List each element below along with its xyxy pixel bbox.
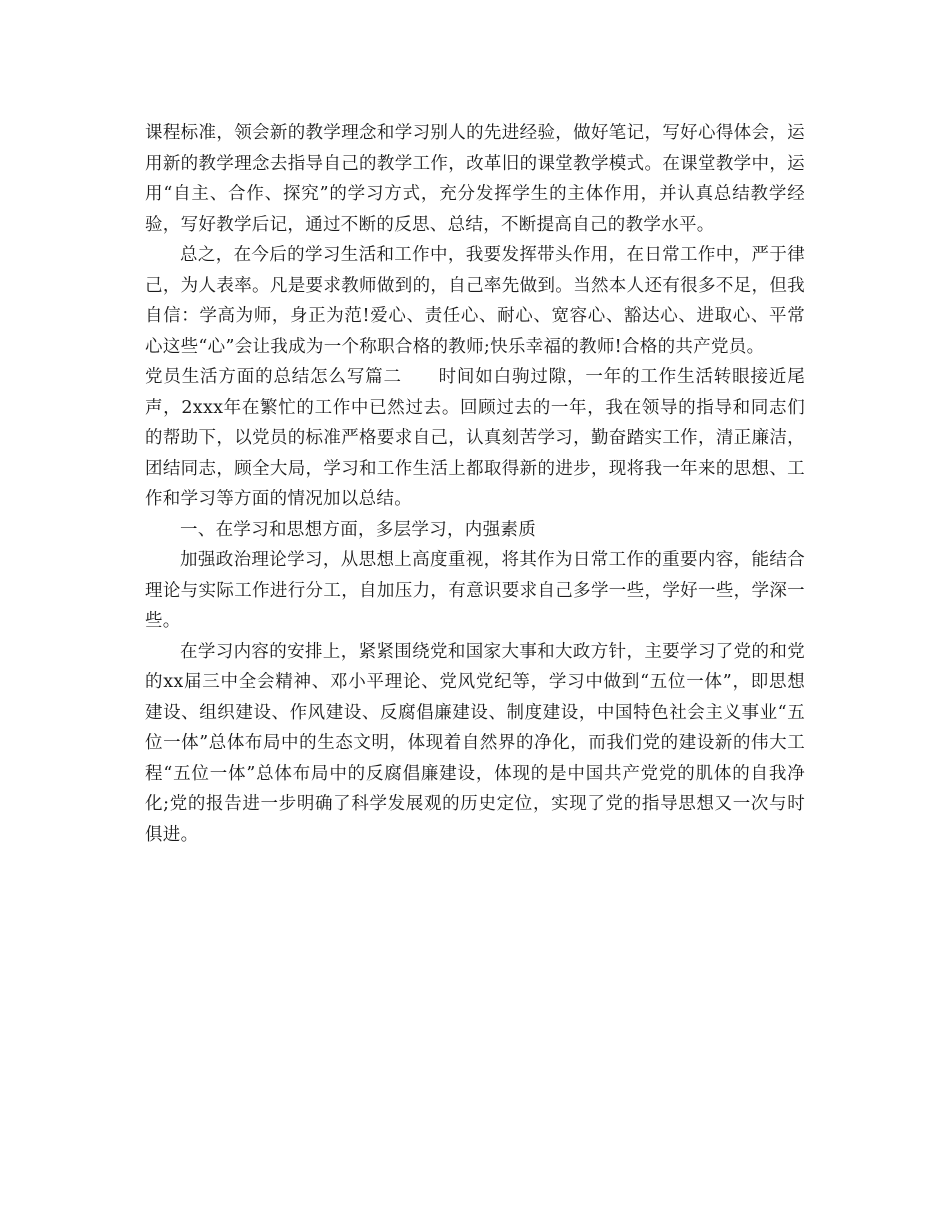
paragraph-4-heading: 一、在学习和思想方面，多层学习，内强素质	[180, 519, 536, 540]
paragraph-6: 在学习内容的安排上，紧紧围绕党和国家大事和大政方针，主要学习了党的和党的xx届三中全会精神、邓小平理论、党风党纪等，学习中做到“五位一体”，即思想建设、组织建设、作风建设、反腐倡廉建设、制度建设，中国特色社会主义事业“五位一体”总体布局中的生态文明，体现着自然界的净化，而我们党的建设新的伟大工程“五位一体”总体布局中的反腐倡廉建设，体现的是中国共产党党的肌体的自我净化;党的报告进一步明确了科学发展观的历史定位，实现了党的指导思想又一次与时俱进。	[145, 641, 805, 845]
paragraph-2: 总之，在今后的学习生活和工作中，我要发挥带头作用，在日常工作中，严于律己，为人表率。凡是要求教师做到的，自己率先做到。当然本人还有很多不足，但我自信：学高为师，身正为范!爱心、责任心、耐心、宽容心、豁达心、进取心、平常心这些“心”会让我成为一个称职合格的教师;快乐幸福的教师!合格的共产党员。	[145, 245, 805, 357]
paragraph-3-section-title: 党员生活方面的总结怎么写篇二 时间如白驹过隙，一年的工作生活转眼接近尾声，2xxx年在繁忙的工作中已然过去。回顾过去的一年，我在领导的指导和同志们的帮助下，以党员的标准严格要求自己，认真刻苦学习，勤奋踏实工作，清正廉洁，团结同志，顾全大局，学习和工作生活上都取得新的进步，现将我一年来的思想、工作和学习等方面的情况加以总结。	[145, 367, 805, 509]
paragraph-1: 课程标准，领会新的教学理念和学习别人的先进经验，做好笔记，写好心得体会，运用新的教学理念去指导自己的教学工作，改革旧的课堂教学模式。在课堂教学中，运用“自主、合作、探究”的学习方式，充分发挥学生的主体作用，并认真总结教学经验，写好教学后记，通过不断的反思、总结，不断提高自己的教学水平。	[145, 123, 805, 235]
paragraph-5: 加强政治理论学习，从思想上高度重视，将其作为日常工作的重要内容，能结合理论与实际工作进行分工，自加压力，有意识要求自己多学一些，学好一些，学深一些。	[145, 550, 805, 631]
document-body	[145, 118, 805, 850]
